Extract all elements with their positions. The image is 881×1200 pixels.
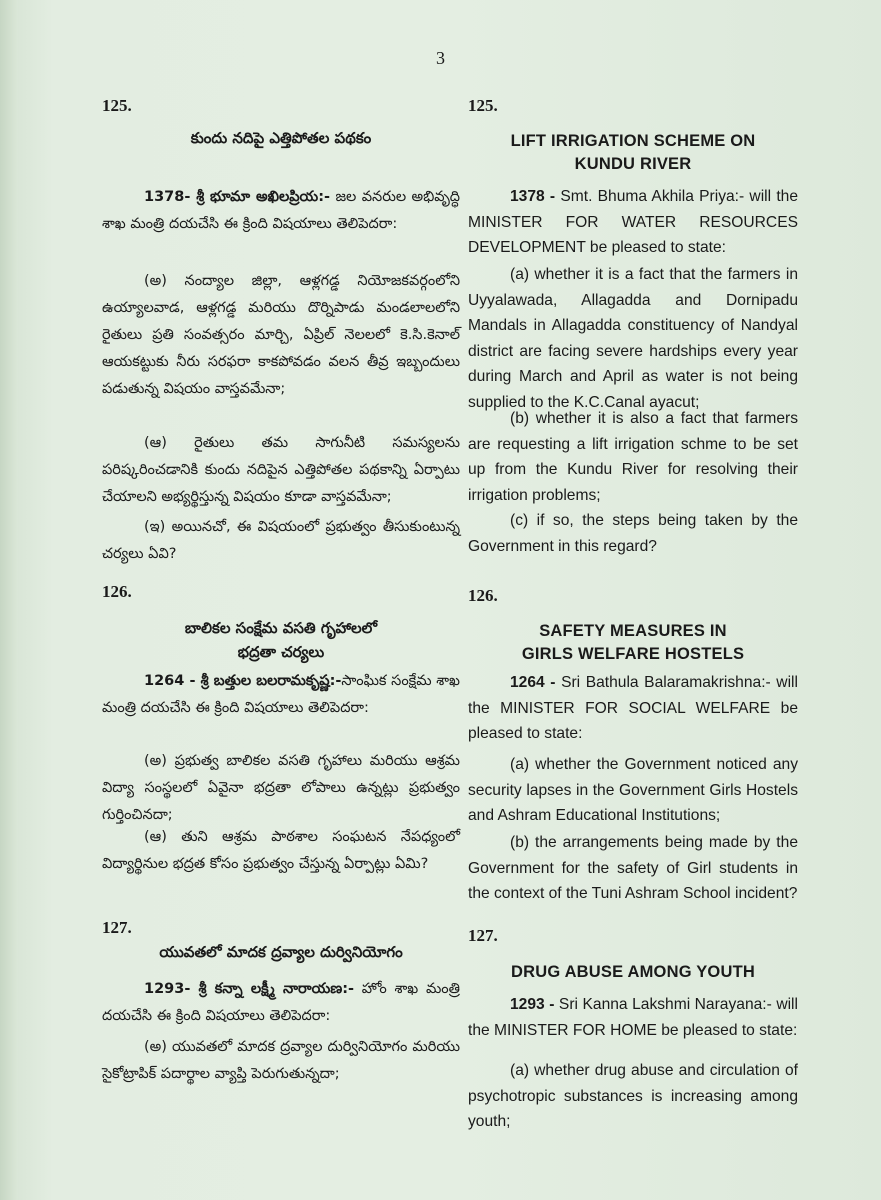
sub-question-a: (a) whether it is a fact that the farmers in Uyyalawada, Allagadda and Dornipadu Mandals in Allagadda constituency of Nandyal district are facing severe hardships every year during March and April as water is not being supplied to the K.C.Canal ayacut; — [468, 266, 798, 411]
question-intro — [468, 184, 798, 261]
sub-question-a: (అ) యువతలో మాదక ద్రవ్యాల దుర్వినియోగం మరియు సైకోట్రాపిక్ పదార్థాల వ్యాప్తి పెరుగుతున్నదా; — [102, 1039, 460, 1082]
intro-text: will the MINISTER FOR WATER RESOURCES DEVELOPMENT be pleased to state: — [468, 188, 799, 256]
question-title-line2: KUNDU RIVER — [574, 155, 692, 173]
member-name: Smt. Bhuma Akhila Priya:- — [560, 188, 745, 205]
question-intro — [102, 184, 460, 238]
member-name: 1378- శ్రీ భూమా అఖిలప్రియ:- — [144, 189, 331, 205]
question-title-line2: భద్రతా చర్యలు — [237, 643, 325, 661]
question-number: 125. — [102, 96, 132, 115]
sub-question-b: (ఆ) రైతులు తమ సాగునీటి సమస్యలను పరిష్కరించడానికి కుందు నదిపైన ఎత్తిపోతల పథకాన్ని ఏర్పాటు చేయాలని అభ్యర్థిస్తున్న విషయం కూడా వాస్తవమేనా; — [102, 435, 460, 505]
sub-question-b: (b) whether it is also a fact that farmers are requesting a lift irrigation schme to be set up from the Kundu River for resolving their irrigation problems; — [468, 410, 798, 504]
question-title: యువతలో మాదక ద్రవ్యాల దుర్వినియోగం — [159, 943, 403, 961]
member-name: 1264 - శ్రీ బత్తుల బలరామకృష్ణ:- — [144, 673, 342, 689]
member-name: Sri Kanna Lakshmi Narayana:- — [558, 996, 772, 1013]
intro-text: జల వనరుల అభివృద్ధి శాఖ మంత్రి దయచేసి ఈ క్రింది విషయాలు తెలిపెదరా: — [102, 189, 460, 232]
sub-question-b: (ఆ) తుని ఆశ్రమ పాఠశాల సంఘటన నేపధ్యంలో విద్యార్థినుల భద్రత కోసం ప్రభుత్వం చేస్తున్న ఏర్పాట్లు ఏమి? — [102, 829, 460, 872]
sub-question-c: (ఇ) అయినచో, ఈ విషయంలో ప్రభుత్వం తీసుకుంటున్న చర్యలు ఏవి? — [102, 519, 460, 562]
intro-text: హోం శాఖ మంత్రి దయచేసి ఈ క్రింది విషయాలు తెలిపెదరా: — [102, 981, 460, 1024]
page-edge-shadow — [0, 0, 18, 1200]
question-title-line1: LIFT IRRIGATION SCHEME ON — [510, 132, 756, 150]
sub-question-a: (అ) నంద్యాల జిల్లా, ఆళ్లగడ్డ నియోజకవర్గంలోని ఉయ్యాలవాడ, ఆళ్లగడ్డ మరియు దొర్నిపాడు మండలాలలోని రైతులు ప్రతి సంవత్సరం మార్చి, ఏప్రిల్ నెలలలో కె.సి.కెనాల్ ఆయకట్టుకు నీరు సరఫరా కాకపోవడం వలన తీవ్ర ఇబ్బందులు పడుతున్న విషయం వాస్తవమేనా; — [102, 273, 460, 397]
page-number: 3 — [436, 48, 445, 68]
question-id: 1264 - — [510, 674, 562, 691]
intro-text: will the MINISTER FOR SOCIAL WELFARE be pleased to state: — [468, 674, 798, 742]
sub-question-a: (a) whether drug abuse and circulation of psychotropic substances is increasing among youth; — [468, 1062, 798, 1130]
question-intro — [468, 992, 798, 1043]
intro-text: will the MINISTER FOR HOME be pleased to state: — [468, 996, 798, 1039]
question-intro — [102, 976, 460, 1030]
question-number: 126. — [102, 582, 132, 601]
question-title: కుందు నదిపై ఎత్తిపోతల పథకం — [190, 129, 372, 147]
member-name: 1293- శ్రీ కన్నా లక్ష్మీ నారాయణ:- — [144, 981, 355, 997]
question-number: 127. — [102, 918, 132, 937]
question-number: 127. — [468, 926, 498, 945]
question-intro — [468, 670, 798, 747]
sub-question-c: (c) if so, the steps being taken by the Government in this regard? — [468, 512, 798, 555]
question-id: 1293 - — [510, 996, 559, 1013]
question-title-line1: SAFETY MEASURES IN — [539, 622, 727, 640]
question-id: 1378 - — [510, 188, 561, 205]
sub-question-a: (అ) ప్రభుత్వ బాలికల వసతి గృహాలు మరియు ఆశ్రమ విద్యా సంస్థలలో ఏవైనా భద్రతా లోపాలు ఉన్నట్లు ప్రభుత్వం గుర్తించినదా; — [102, 753, 460, 823]
intro-text: సాంఘిక సంక్షేమ శాఖ మంత్రి దయచేసి ఈ క్రింది విషయాలు తెలిపెదరా: — [102, 673, 460, 716]
sub-question-a: (a) whether the Government noticed any security lapses in the Government Girls Hostels and Ashram Educational Institutions; — [468, 756, 798, 824]
question-number: 126. — [468, 586, 498, 605]
question-number: 125. — [468, 96, 498, 115]
member-name: Sri Bathula Balaramakrishna:- — [561, 674, 771, 691]
question-title-line1: బాలికల సంక్షేమ వసతి గృహాలలో — [184, 619, 378, 637]
question-title-line2: GIRLS WELFARE HOSTELS — [521, 645, 745, 663]
question-title: DRUG ABUSE AMONG YOUTH — [511, 963, 755, 981]
sub-question-b: (b) the arrangements being made by the Government for the safety of Girl students in the context of the Tuni Ashram School incident? — [468, 834, 798, 902]
question-intro — [102, 668, 460, 722]
